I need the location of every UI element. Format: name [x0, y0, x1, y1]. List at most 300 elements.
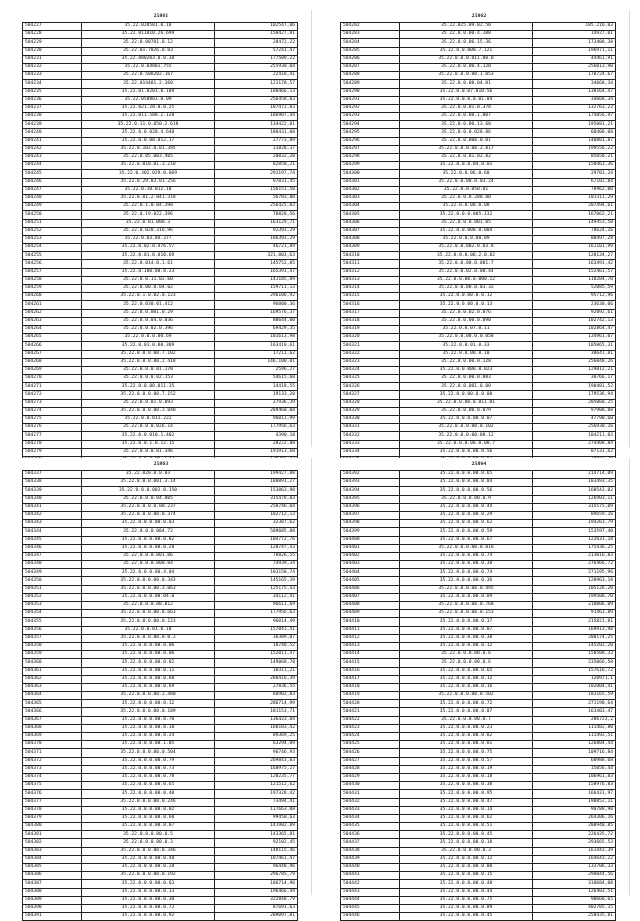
- row-amount-cell: 213016,83: [533, 552, 616, 560]
- table-row: [341, 39, 616, 47]
- row-id-cell: 504236: [23, 96, 82, 104]
- row-id-cell: 504285: [341, 47, 400, 55]
- row-code-cell: 35.22.0.0.00.0.001.7: [400, 260, 533, 268]
- row-code-cell: 35.22.0.0.06.0.60: [400, 170, 533, 178]
- row-amount-cell: 208940,85: [533, 823, 616, 831]
- row-amount-cell: 157616,72: [533, 667, 616, 675]
- row-code-cell: 35.22.0.0.0.00.2.0.02: [400, 252, 533, 260]
- row-code-cell: 35.22.0.0.0.00.04.0: [82, 593, 215, 601]
- row-id-cell: 504300: [341, 170, 400, 178]
- row-code-cell: 35.22.0.0.0.00.0.72: [82, 904, 215, 912]
- table-row: [341, 716, 616, 724]
- table-row: [341, 692, 616, 700]
- table-row: [23, 399, 298, 407]
- row-code-cell: 35.22.0.0.0.00.0.663: [82, 610, 215, 618]
- row-code-cell: 35.22.0.10.012.10: [82, 186, 215, 194]
- row-id-cell: 504270: [23, 375, 82, 383]
- row-code-cell: 35.22.025.09.02.50: [400, 23, 533, 31]
- row-id-cell: 504441: [341, 872, 400, 880]
- table-row: [23, 154, 298, 162]
- row-code-cell: 35.22.0.0.00.0.08: [400, 203, 533, 211]
- row-id-cell: 504396: [341, 503, 400, 511]
- table-row: [23, 317, 298, 325]
- table-row: [341, 186, 616, 194]
- ledger-table: [340, 22, 616, 473]
- row-id-cell: 504319: [341, 325, 400, 333]
- table-row: [341, 585, 616, 593]
- row-code-cell: 35.22.0.01.0.00.309: [82, 342, 215, 350]
- row-id-cell: 504414: [341, 651, 400, 659]
- row-amount-cell: 175436,25: [533, 544, 616, 552]
- row-amount-cell: 163129,71: [215, 219, 298, 227]
- row-id-cell: 504343: [23, 520, 82, 528]
- row-code-cell: 35.22.0.0.0.00.0.23: [400, 724, 533, 732]
- row-amount-cell: 194263,79: [533, 520, 616, 528]
- row-amount-cell: 80644,00: [215, 317, 298, 325]
- table-row: [341, 203, 616, 211]
- row-amount-cell: 145165,39: [215, 577, 298, 585]
- row-id-cell: 504424: [341, 733, 400, 741]
- table-row: [341, 913, 616, 921]
- table-row: [341, 424, 616, 432]
- row-id-cell: 504320: [341, 334, 400, 342]
- row-amount-cell: 27836,55: [215, 683, 298, 691]
- row-id-cell: 504297: [341, 145, 400, 153]
- row-code-cell: 35.22.0.0.0.00.0.48: [400, 880, 533, 888]
- table-row: [23, 593, 298, 601]
- row-amount-cell: 105126,20: [533, 585, 616, 593]
- row-code-cell: 35.22.0.030.01.412: [82, 301, 215, 309]
- row-code-cell: 35.22.0.0.0.00.0.79: [82, 757, 215, 765]
- row-amount-cell: 87691,63: [215, 904, 298, 912]
- row-code-cell: 35.22.020.0.0.03: [82, 471, 215, 479]
- row-id-cell: 504378: [23, 806, 82, 814]
- row-code-cell: 35.22.0.0.01.0.33: [400, 342, 533, 350]
- row-amount-cell: 34668,34: [533, 80, 616, 88]
- row-amount-cell: 30766,17: [533, 375, 616, 383]
- row-id-cell: 504379: [23, 814, 82, 822]
- row-code-cell: 35.22.0.0.0.00.0.44: [400, 503, 533, 511]
- table-row: [23, 31, 298, 39]
- row-code-cell: 35.22.0.0.0.00.0.07: [400, 708, 533, 716]
- row-id-cell: 504267: [23, 350, 82, 358]
- row-code-cell: 35.22.0.0.00.4.180: [400, 31, 533, 39]
- table-row: [23, 244, 298, 252]
- row-code-cell: 35.22.0.0.0.00.0.65: [400, 471, 533, 479]
- row-id-cell: 504259: [23, 285, 82, 293]
- table-row: [341, 145, 616, 153]
- ledger-table: [22, 22, 298, 473]
- page-4: [328, 458, 630, 919]
- row-code-cell: 35.22.0.0.00.13.60: [400, 121, 533, 129]
- table-row: [341, 479, 616, 487]
- sheet-number: 25864: [471, 461, 487, 467]
- table-row: [23, 285, 298, 293]
- row-amount-cell: 402705,15: [533, 904, 616, 912]
- row-amount-cell: 276466,72: [533, 561, 616, 569]
- row-id-cell: 504440: [341, 864, 400, 872]
- row-id-cell: 504287: [341, 63, 400, 71]
- table-row: [341, 399, 616, 407]
- row-amount-cell: 104772,76: [215, 536, 298, 544]
- row-amount-cell: 134961,07: [533, 334, 616, 342]
- row-code-cell: 35.22.0.0.00.0.0.12: [400, 293, 533, 301]
- row-amount-cell: 34668,34: [533, 96, 616, 104]
- row-amount-cell: 111492,51: [533, 733, 616, 741]
- row-id-cell: 504291: [341, 96, 400, 104]
- table-row: [341, 178, 616, 186]
- row-code-cell: 35.22.0.01.0.010.69: [82, 252, 215, 260]
- row-id-cell: 504294: [341, 121, 400, 129]
- row-amount-cell: 96011,99: [215, 416, 298, 424]
- row-code-cell: 35.22.0.0.0.00.0.03: [82, 520, 215, 528]
- row-amount-cell: 32387,62: [215, 520, 298, 528]
- row-id-cell: 504389: [23, 896, 82, 904]
- row-amount-cell: 163403,47: [533, 708, 616, 716]
- row-amount-cell: 99450,63: [215, 814, 298, 822]
- row-id-cell: 504359: [23, 651, 82, 659]
- row-amount-cell: 149453,58: [533, 219, 616, 227]
- row-code-cell: 35.22.0.0.0.00.0.123: [82, 618, 215, 626]
- table-row: [341, 872, 616, 880]
- row-code-cell: 35.22.0.0.0.00.0.29: [400, 511, 533, 519]
- table-row: [341, 855, 616, 863]
- row-amount-cell: 256425,03: [215, 203, 298, 211]
- row-code-cell: 35.22.0.0.0.00.69: [82, 334, 215, 342]
- row-id-cell: 504299: [341, 162, 400, 170]
- row-code-cell: 35.22.0.0.0.00.0.73: [82, 765, 215, 773]
- row-code-cell: 35.22.0.0.04.0.036: [82, 317, 215, 325]
- row-code-cell: 35.22.0.0.020.4.648: [82, 129, 215, 137]
- table-row: [341, 113, 616, 121]
- table-row: [341, 626, 616, 634]
- row-code-cell: 35.22.021.28.0.0.25: [82, 104, 215, 112]
- row-amount-cell: 271195,96: [533, 569, 616, 577]
- row-code-cell: 35.22.0.0.0.00.0.78: [82, 773, 215, 781]
- row-id-cell: 504301: [341, 178, 400, 186]
- row-code-cell: 35.22.0.0.0.00.0.45: [400, 831, 533, 839]
- table-row: [23, 798, 298, 806]
- row-code-cell: 35.22.0.0.00.4.120: [400, 63, 533, 71]
- row-amount-cell: 145752,85: [215, 260, 298, 268]
- row-id-cell: 504432: [341, 798, 400, 806]
- row-id-cell: 504230: [23, 47, 82, 55]
- table-row: [341, 831, 616, 839]
- row-amount-cell: 291197,74: [215, 170, 298, 178]
- row-amount-cell: 22418,41: [215, 72, 298, 80]
- row-code-cell: 35.22.0.0.0.001.0.150: [82, 487, 215, 495]
- table-row: [23, 47, 298, 55]
- row-amount-cell: 14418,55: [215, 383, 298, 391]
- row-code-cell: 35.22.0.0.000.7.121: [400, 47, 533, 55]
- row-code-cell: 35.22.0.0.0.00.7.152: [82, 391, 215, 399]
- table-row: [23, 700, 298, 708]
- row-id-cell: 504385: [23, 864, 82, 872]
- table-row: [23, 716, 298, 724]
- row-id-cell: 504272: [23, 391, 82, 399]
- table-row: [23, 39, 298, 47]
- row-id-cell: 504367: [23, 716, 82, 724]
- row-id-cell: 504352: [23, 593, 82, 601]
- row-amount-cell: 20032,20: [215, 154, 298, 162]
- table-row: [341, 448, 616, 456]
- row-code-cell: 35.22.0.0.0.00.0.63: [82, 880, 215, 888]
- row-amount-cell: 96014,49: [215, 618, 298, 626]
- row-amount-cell: 196466,49: [215, 888, 298, 896]
- row-id-cell: 504446: [341, 913, 400, 921]
- row-id-cell: 504393: [341, 479, 400, 487]
- row-amount-cell: 92102,45: [215, 839, 298, 847]
- row-id-cell: 504377: [23, 798, 82, 806]
- table-row: [23, 503, 298, 511]
- row-amount-cell: 186987,44: [215, 113, 298, 121]
- table-row: [341, 227, 616, 235]
- table-row: [23, 487, 298, 495]
- row-id-cell: 504394: [341, 487, 400, 495]
- row-code-cell: 35.22.0.0.0.00.0.343: [82, 577, 215, 585]
- row-code-cell: 35.22.0.0.0.00.0.5: [82, 831, 215, 839]
- row-amount-cell: 280416,39: [215, 675, 298, 683]
- row-id-cell: 504274: [23, 407, 82, 415]
- row-id-cell: 504271: [23, 383, 82, 391]
- row-id-cell: 504412: [341, 634, 400, 642]
- row-code-cell: 35.22.0.0.07.010.56: [400, 88, 533, 96]
- row-id-cell: 504253: [23, 235, 82, 243]
- row-code-cell: 35.22.0.0.00.0.011.01: [400, 399, 533, 407]
- page-1: [10, 10, 312, 455]
- table-row: [341, 528, 616, 536]
- row-amount-cell: 286714,99: [215, 700, 298, 708]
- row-id-cell: 504260: [23, 293, 82, 301]
- row-amount-cell: 153863,98: [215, 487, 298, 495]
- row-amount-cell: 181153,71: [215, 708, 298, 716]
- row-id-cell: 504434: [341, 814, 400, 822]
- row-amount-cell: 191913,60: [215, 448, 298, 456]
- table-row: [23, 585, 298, 593]
- table-row: [341, 31, 616, 39]
- row-code-cell: 35.22.0.0.0.00.0.72: [400, 700, 533, 708]
- row-code-cell: 35.22.0.0.0.00.0.56: [400, 487, 533, 495]
- table-row: [341, 268, 616, 276]
- row-code-cell: 35.22.0.0.0.00.0.18: [400, 839, 533, 847]
- table-row: [341, 577, 616, 585]
- row-code-cell: 35.22.0.0.0.00.0.346: [82, 847, 215, 855]
- row-amount-cell: 206723,2: [533, 716, 616, 724]
- row-id-cell: 504249: [23, 203, 82, 211]
- row-code-cell: 35.22.0.0.0.00.0.102: [400, 424, 533, 432]
- table-row: [23, 203, 298, 211]
- table-row: [23, 913, 298, 921]
- row-id-cell: 504326: [341, 383, 400, 391]
- row-amount-cell: 315575,09: [533, 503, 616, 511]
- row-amount-cell: 199508,70: [533, 593, 616, 601]
- row-amount-cell: 209097,81: [215, 913, 298, 921]
- row-code-cell: 35.22.0.0.00.04.01: [400, 80, 533, 88]
- row-id-cell: 504330: [341, 416, 400, 424]
- row-id-cell: 504375: [23, 782, 82, 790]
- row-code-cell: 35.22.0.0.0.0.00.237: [82, 503, 215, 511]
- row-code-cell: 35.22.0.0.0.00.0.62: [400, 814, 533, 822]
- row-code-cell: 35.22.0.0.0.00.2.040: [82, 407, 215, 415]
- row-amount-cell: 102547,06: [215, 23, 298, 31]
- row-code-cell: 35.22.0.03.04.377: [82, 235, 215, 243]
- row-code-cell: 35.22.0.0.0.00.7.102: [82, 350, 215, 358]
- row-id-cell: 504429: [341, 773, 400, 781]
- table-row: [23, 626, 298, 634]
- table-row: [23, 733, 298, 741]
- row-id-cell: 504241: [23, 137, 82, 145]
- table-row: [341, 309, 616, 317]
- row-amount-cell: 128134,27: [533, 252, 616, 260]
- row-code-cell: 35.22.0.0.11.02.60: [82, 276, 215, 284]
- row-code-cell: 35.22.0.0.0.00.0.18: [82, 724, 215, 732]
- table-row: [341, 391, 616, 399]
- row-code-cell: 35.22.0.0.0.00.0.495: [400, 585, 533, 593]
- row-amount-cell: 102742,13: [533, 317, 616, 325]
- row-amount-cell: 186393,29: [215, 235, 298, 243]
- row-amount-cell: 92092,61: [533, 309, 616, 317]
- table-row: [23, 407, 298, 415]
- row-amount-cell: 85050,21: [533, 154, 616, 162]
- row-id-cell: 504289: [341, 80, 400, 88]
- table-row: [341, 520, 616, 528]
- row-code-cell: 35.22.0.0.01.02.02: [400, 154, 533, 162]
- row-code-cell: 35.22.0.0.0.02.153: [82, 375, 215, 383]
- row-amount-cell: 296785,79: [215, 872, 298, 880]
- row-code-cell: 35.22.0.0.0.00.0.15: [400, 872, 533, 880]
- row-code-cell: 35.22.0.0.0.00.0.28: [82, 864, 215, 872]
- row-amount-cell: 184211,03: [533, 432, 616, 440]
- row-code-cell: 35.22.0.0.07.0.11: [400, 325, 533, 333]
- row-amount-cell: 96000,36: [215, 301, 298, 309]
- row-amount-cell: 36309,07: [215, 634, 298, 642]
- table-row: [23, 334, 298, 342]
- table-row: [341, 798, 616, 806]
- row-id-cell: 504283: [341, 31, 400, 39]
- row-id-cell: 504425: [341, 741, 400, 749]
- row-id-cell: 504244: [23, 162, 82, 170]
- row-code-cell: 35.22.0.0.01.0.378: [400, 104, 533, 112]
- row-amount-cell: 183165,59: [533, 692, 616, 700]
- row-code-cell: 35.22.0.0.0.00.0.70: [82, 716, 215, 724]
- table-row: [23, 342, 298, 350]
- row-code-cell: 35.22.0.1.0.04.398: [82, 203, 215, 211]
- row-amount-cell: 298844,56: [533, 872, 616, 880]
- row-id-cell: 504350: [23, 577, 82, 585]
- row-id-cell: 504329: [341, 407, 400, 415]
- row-code-cell: 35.22.0.0.0.200.80: [400, 194, 533, 202]
- table-row: [341, 55, 616, 63]
- row-id-cell: 504340: [23, 495, 82, 503]
- table-row: [341, 536, 616, 544]
- row-code-cell: 35.22.0.0.0.00.0.02: [82, 536, 215, 544]
- sheet-number: 25862: [471, 13, 487, 19]
- row-id-cell: 504243: [23, 154, 82, 162]
- table-row: [23, 55, 298, 63]
- row-code-cell: 35.22.0.0.00.0.090: [400, 317, 533, 325]
- table-row: [341, 63, 616, 71]
- row-code-cell: 35.22.0.0.0.004.72: [82, 528, 215, 536]
- table-row: [23, 471, 298, 479]
- table-row: [341, 416, 616, 424]
- row-code-cell: 35.22.0.01.2.041.318: [82, 194, 215, 202]
- row-id-cell: 504337: [23, 471, 82, 479]
- table-row: [23, 765, 298, 773]
- table-row: [23, 610, 298, 618]
- row-id-cell: 504381: [23, 831, 82, 839]
- row-amount-cell: 118284,70: [533, 276, 616, 284]
- row-id-cell: 504368: [23, 724, 82, 732]
- table-row: [23, 260, 298, 268]
- row-id-cell: 504384: [23, 855, 82, 863]
- table-row: [23, 536, 298, 544]
- row-code-cell: 35.22.050803.0.09: [82, 96, 215, 104]
- page-2: [328, 10, 630, 455]
- row-code-cell: 35.22.0.0.0.00.0.92: [82, 913, 215, 921]
- row-amount-cell: 177956,63: [215, 610, 298, 618]
- row-amount-cell: 60988,68: [533, 757, 616, 765]
- row-id-cell: 504423: [341, 724, 400, 732]
- row-amount-cell: 82858,21: [215, 162, 298, 170]
- row-id-cell: 504227: [23, 23, 82, 31]
- row-id-cell: 504310: [341, 252, 400, 260]
- row-amount-cell: 509685,88: [215, 528, 298, 536]
- row-amount-cell: 120747,43: [215, 544, 298, 552]
- row-id-cell: 504364: [23, 692, 82, 700]
- row-code-cell: 35.22.0.0.0.04.005: [82, 495, 215, 503]
- table-row: [23, 72, 298, 80]
- row-amount-cell: 157041,41: [215, 626, 298, 634]
- table-row: [23, 170, 298, 178]
- row-id-cell: 504279: [23, 448, 82, 456]
- row-id-cell: 504305: [341, 211, 400, 219]
- row-code-cell: 35.22.0.0.010.1.402: [82, 432, 215, 440]
- row-id-cell: 504342: [23, 511, 82, 519]
- row-code-cell: 35.22.0.102.0.01.395: [82, 145, 215, 153]
- row-id-cell: 504439: [341, 855, 400, 863]
- row-amount-cell: 141902,89: [215, 823, 298, 831]
- table-row: [23, 375, 298, 383]
- row-id-cell: 504345: [23, 536, 82, 544]
- row-amount-cell: 4390,18: [215, 432, 298, 440]
- row-amount-cell: 136423,04: [215, 716, 298, 724]
- row-amount-cell: 96746,93: [215, 749, 298, 757]
- row-amount-cell: 215821,81: [533, 618, 616, 626]
- table-row: [341, 651, 616, 659]
- table-row: [23, 823, 298, 831]
- table-row: [23, 23, 298, 31]
- table-row: [23, 145, 298, 153]
- row-amount-cell: 256930,16: [533, 424, 616, 432]
- row-amount-cell: 182712,13: [215, 511, 298, 519]
- row-id-cell: 504338: [23, 479, 82, 487]
- table-row: [341, 293, 616, 301]
- row-id-cell: 504251: [23, 219, 82, 227]
- row-id-cell: 504403: [341, 561, 400, 569]
- row-code-cell: 35.22.0.0.0.00.08.12: [400, 432, 533, 440]
- row-amount-cell: 274408,84: [533, 440, 616, 448]
- row-code-cell: 35.22.0.0.0.00.0.04: [400, 479, 533, 487]
- row-code-cell: 35.22.0.0.00.0.083: [400, 375, 533, 383]
- row-code-cell: 35.22.0.0.00.1.007: [400, 113, 533, 121]
- table-row: [23, 659, 298, 667]
- row-amount-cell: 27773,89: [215, 137, 298, 145]
- row-id-cell: 504334: [341, 448, 400, 456]
- row-code-cell: 35.22.014401.2.160: [82, 80, 215, 88]
- table-row: [341, 471, 616, 479]
- row-amount-cell: 318684,08: [533, 880, 616, 888]
- row-amount-cell: 134422,01: [215, 121, 298, 129]
